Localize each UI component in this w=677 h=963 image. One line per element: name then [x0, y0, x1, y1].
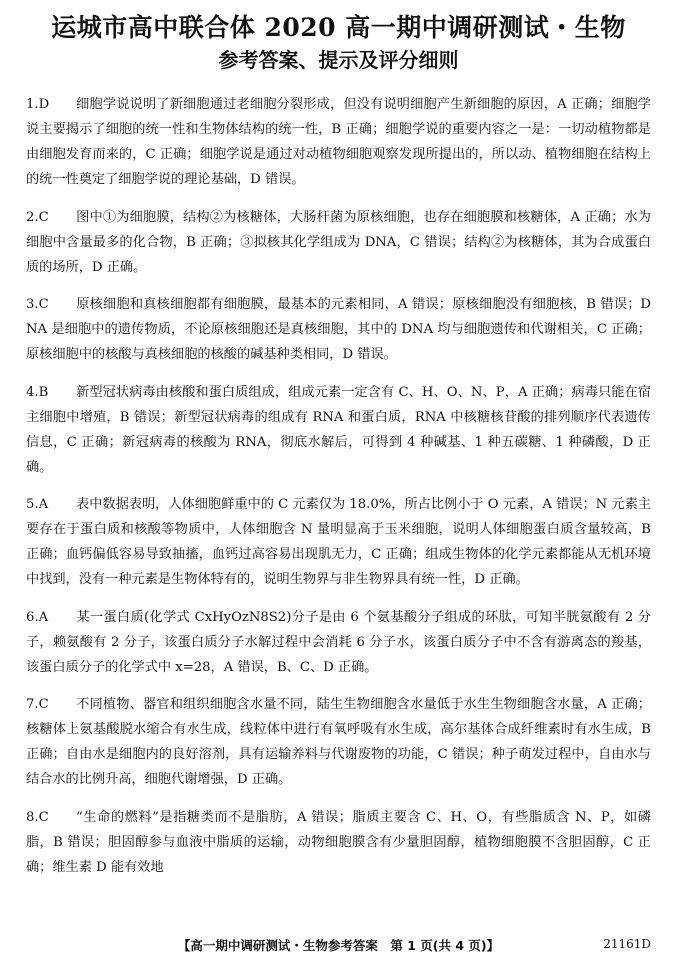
answer-item-1	[26, 92, 651, 192]
answer-explanation: 原核细胞和真核细胞都有细胞膜，最基本的元素相同，A 错误；原核细胞没有细胞核，B 错误；DNA 是细胞中的遗传物质，不论原核细胞还是真核细胞，其中的 DNA 均与细胞遗传和代谢相关，C 正确；原核细胞中的核酸与真核细胞的核酸的碱基种类相同，D 错误。	[26, 297, 651, 362]
answer-explanation: 不同植物、器官和组织细胞含水量不同，陆生生物细胞含水量低于水生生物细胞含水量，A 正确；核糖体上氨基酸脱水缩合有水生成，线粒体中进行有氧呼吸有水生成，高尔基体合成纤维素时有水生成，B 正确；自由水是细胞内的良好溶剂，具有运输养料与代谢废物的功能，C 错误；种子萌发过程中，自由水与结合水的比例升高，细胞代谢增强，D 正确。	[26, 697, 651, 787]
answer-explanation: “生命的燃料”是指糖类而不是脂肪，A 错误；脂质主要含 C、H、O，有些脂质含 N、P，如磷脂，B 错误；胆固醇参与血液中脂质的运输，动物细胞膜含有少量胆固醇，植物细胞膜不含胆固醇，C 正确；维生素 D 能有效地	[26, 809, 651, 875]
answer-item-2	[26, 205, 651, 280]
page-title: 运城市高中联合体 2020 高一期中调研测试・生物	[51, 13, 626, 42]
answer-number: 4.B	[26, 384, 49, 400]
answer-number: 1.D	[26, 97, 50, 112]
footer-page-info: 【高一期中调研测试・生物参考答案 第 1 页(共 4 页)】	[177, 938, 500, 953]
answer-number: 8.C	[26, 809, 49, 825]
answer-explanation: 某一蛋白质(化学式 CxHyOzN8S2)分子是由 6 个氨基酸分子组成的环肽，可知半胱氨酸有 2 分子，赖氨酸有 2 分子，该蛋白质分子水解过程中会消耗 6 分子水，该蛋白质分子中不含有游离态的羧基，该蛋白质分子的化学式中 x=28，A 错误，B、C、D 正确。	[26, 609, 651, 675]
answer-item-7	[26, 692, 651, 792]
page-subtitle: 参考答案、提示及评分细则	[218, 48, 459, 72]
answer-number: 6.A	[26, 609, 49, 625]
answer-item-5	[26, 492, 651, 592]
footer-document-code: 21161D	[603, 937, 651, 951]
answer-item-6	[26, 605, 651, 680]
answer-number: 7.C	[26, 697, 49, 712]
answer-number: 3.C	[26, 297, 49, 312]
page-footer	[0, 936, 677, 954]
answer-number: 5.A	[26, 497, 49, 512]
answer-item-4	[26, 380, 651, 480]
answer-explanation: 图中①为细胞膜，结构②为核糖体，大肠杆菌为原核细胞，也存在细胞膜和核糖体，A 正确；水为细胞中含量最多的化合物，B 正确；③拟核其化学组成为 DNA，C 错误；结构②为核糖体，其为合成蛋白质的场所，D 正确。	[26, 209, 651, 275]
answer-item-3	[26, 292, 651, 367]
answer-number: 2.C	[26, 209, 49, 225]
answer-explanation: 表中数据表明，人体细胞鲜重中的 C 元素仅为 18.0%，所占比例小于 O 元素，A 错误；N 元素主要存在于蛋白质和核酸等物质中，人体细胞含 N 量明显高于玉米细胞，说明人体细胞蛋白质含量较高，B 正确；血钙偏低容易导致抽搐，血钙过高容易出现肌无力，C 正确；组成生物体的化学元素都能从无机环境中找到，没有一种元素是生物体特有的，说明生物界与非生物界具有统一性，D 正确。	[26, 497, 651, 587]
answer-item-8	[26, 805, 651, 880]
answer-explanation: 新型冠状病毒由核酸和蛋白质组成，组成元素一定含有 C、H、O、N、P，A 正确；病毒只能在宿主细胞中增殖，B 错误；新型冠状病毒的组成有 RNA 和蛋白质，RNA 中核糖核苷酸的排列顺序代表遗传信息，C 正确；新冠病毒的核酸为 RNA，彻底水解后，可得到 4 种碱基、1 种五碳糖、1 种磷酸，D 正确。	[26, 384, 651, 475]
answer-explanation: 细胞学说说明了新细胞通过老细胞分裂形成，但没有说明细胞产生新细胞的原因，A 正确；细胞学说主要揭示了细胞的统一性和生物体结构的统一性，B 正确；细胞学说的重要内容之一是：一切动植物都是由细胞发育而来的，C 正确；细胞学说是通过对动植物细胞观察发现所提出的，所以动、植物细胞在结构上的统一性奠定了细胞学说的理论基础，D 错误。	[26, 97, 651, 187]
answer-list	[26, 92, 651, 892]
